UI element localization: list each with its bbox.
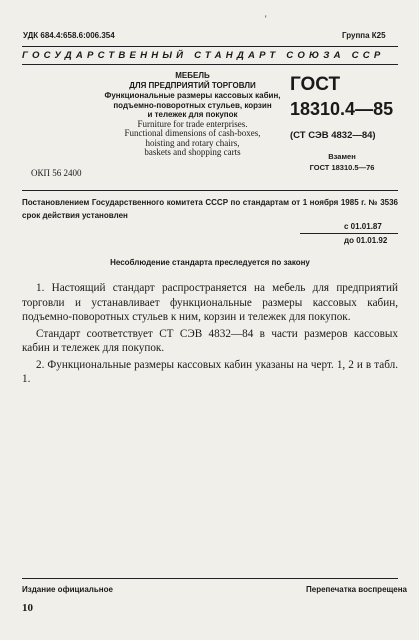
top-rule [22, 46, 398, 47]
gost-block [290, 74, 398, 172]
sev-reference: (СТ СЭВ 4832—84) [290, 130, 376, 141]
decree-text: Постановлением Государственного комитета СССР по стандартам от 1 ноября 1985 г. № 3536 срок действия установлен [22, 198, 398, 220]
body-text [22, 281, 398, 389]
reprint-prohibited: Перепечатка воспрещена [306, 585, 407, 594]
page-number: 10 [22, 602, 33, 614]
title-rule [22, 64, 398, 65]
official-edition: Издание официальное [22, 585, 113, 594]
paragraph-3: 2. Функциональные размеры кассовых кабин указаны на черт. 1, 2 и в табл. 1. [22, 358, 398, 385]
law-notice: Несоблюдение стандарта преследуется по закону [110, 258, 310, 267]
valid-from: с 01.01.87 [344, 222, 382, 231]
okp-code: ОКП 56 2400 [31, 168, 82, 178]
title-line-2: ДЛЯ ПРЕДПРИЯТИЙ ТОРГОВЛИ [129, 81, 256, 90]
english-title-1: Furniture for trade enterprises. [137, 118, 248, 129]
stray-tick-mark: ' [265, 14, 267, 24]
title-line-4: подъемно-поворотных стульев, корзин [113, 100, 272, 110]
validity-underline [300, 233, 398, 234]
title-line-5: и тележек для покупок [147, 110, 238, 119]
english-title-4: baskets and shopping carts [144, 147, 241, 157]
english-title-3: hoisting and rotary chairs, [145, 137, 240, 148]
title-line-1: МЕБЕЛЬ [175, 71, 210, 80]
english-title-2: Functional dimensions of cash-boxes, [124, 128, 261, 138]
paragraph-1: 1. Настоящий стандарт распространяется на мебель для предприятий торговли и устанавливает функциональные размеры кассовых кабин, подъемно-поворотных стульев к ним, корзин и тележек для покупок. [22, 282, 398, 323]
udk-code: УДК 684.4:658.6:006.354 [23, 31, 115, 40]
footer-rule [22, 578, 398, 579]
gost-number: 18310.4—85 [290, 99, 394, 119]
gost-label: ГОСТ [290, 74, 341, 95]
valid-to: до 01.01.92 [344, 236, 388, 245]
section-rule [22, 190, 398, 191]
paragraph-2: Стандарт соответствует СТ СЭВ 4832—84 в части размеров кассовых кабин и тележек для покупок. [22, 327, 398, 354]
group-code: Группа К25 [342, 31, 386, 40]
replaces-label: Взамен [328, 152, 356, 161]
title-block [95, 71, 290, 158]
title-line-3: Функциональные размеры кассовых кабин, [104, 91, 281, 100]
replaced-standard: ГОСТ 18310.5—76 [309, 163, 375, 172]
standard-title: ГОСУДАРСТВЕННЫЙ СТАНДАРТ СОЮЗА ССР [22, 50, 385, 61]
